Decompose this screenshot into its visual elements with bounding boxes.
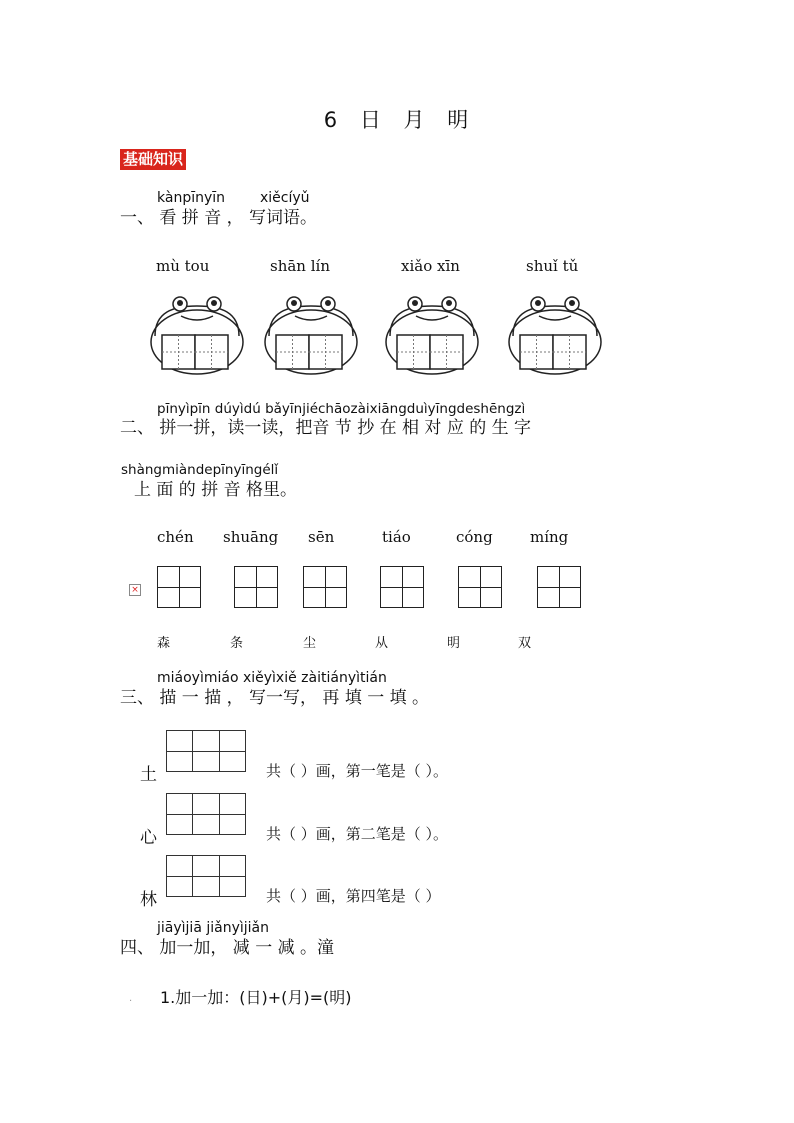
q3-row1-char: 土	[140, 765, 157, 785]
pinyin-grid-6[interactable]	[537, 566, 581, 608]
q2-char-1: 森	[157, 636, 171, 651]
pinyin-grid-5[interactable]	[458, 566, 502, 608]
q1-word-1-pinyin: mù tou	[156, 257, 210, 275]
q2-char-2: 条	[230, 636, 244, 651]
pinyin-grid-1[interactable]	[157, 566, 201, 608]
q1-pinyin-b: xiěcíyǔ	[260, 190, 310, 206]
q3-row3-char: 林	[140, 890, 157, 910]
bullet-dot: .	[129, 993, 133, 1004]
q1-instruction: 一、 看 拼 音 ， 写词语。	[120, 208, 318, 228]
pinyin-grid-2[interactable]	[234, 566, 278, 608]
frog-writing-box-3	[382, 292, 482, 376]
q1-word-4-pinyin: shuǐ tǔ	[526, 257, 579, 275]
pinyin-grid-4[interactable]	[380, 566, 424, 608]
frog-writing-box-4	[505, 292, 605, 376]
lesson-number: 6	[323, 108, 340, 132]
q2-syllable-1: chén	[157, 528, 194, 546]
q3-pinyin: miáoyìmiáo xiěyìxiě zàitiányìtián	[157, 670, 387, 686]
title-char-1: 日	[359, 108, 383, 132]
q2-char-5: 明	[447, 636, 461, 651]
q3-row1-grid[interactable]	[166, 730, 246, 772]
frog-writing-box-1	[147, 292, 247, 376]
q2-syllable-2: shuāng	[223, 528, 279, 546]
q2-pinyin-line2: shàngmiàndepīnyīngélǐ	[121, 462, 279, 478]
q2-pinyin-line1: pīnyìpīn dúyìdú bǎyīnjiéchāozàixiāngduìyīngdeshēngzì	[157, 401, 526, 417]
q4-sub1: 1.加一加：(日)+(月)=(明)	[160, 988, 352, 1007]
q3-row2-grid[interactable]	[166, 793, 246, 835]
q3-row3-grid[interactable]	[166, 855, 246, 897]
q2-instruction-line2: 上 面 的 拼 音 格里。	[134, 480, 298, 500]
broken-image-icon: ×	[129, 584, 141, 596]
q2-char-4: 从	[375, 636, 389, 651]
title-char-3: 明	[447, 108, 471, 132]
q2-char-6: 双	[518, 636, 532, 651]
q2-syllable-3: sēn	[308, 528, 335, 546]
q2-instruction-line1: 二、 拼一拼，读一读，把音 节 抄 在 相 对 应 的 生 字	[120, 418, 532, 438]
q4-instruction: 四、 加一加， 减 一 减 。潼	[120, 938, 335, 958]
q3-row2-text: 共（ ）画，第二笔是（ ）。	[266, 825, 449, 843]
pinyin-grid-3[interactable]	[303, 566, 347, 608]
q3-instruction: 三、 描 一 描 ， 写一写， 再 填 一 填 。	[120, 688, 430, 708]
q1-pinyin-a: kànpīnyīn	[157, 190, 226, 206]
q3-row1-text: 共（ ）画，第一笔是（ ）。	[266, 762, 449, 780]
section-badge: 基础知识	[120, 149, 186, 170]
page-title	[0, 104, 794, 134]
q2-syllable-4: tiáo	[382, 528, 411, 546]
q2-syllable-6: míng	[530, 528, 569, 546]
q1-word-2-pinyin: shān lín	[270, 257, 330, 275]
q2-syllable-5: cóng	[456, 528, 493, 546]
frog-writing-box-2	[261, 292, 361, 376]
q1-word-3-pinyin: xiǎo xīn	[401, 257, 460, 275]
q4-pinyin: jiāyìjiā jiǎnyìjiǎn	[157, 920, 269, 936]
q2-char-3: 尘	[303, 636, 317, 651]
title-char-2: 月	[403, 108, 427, 132]
q3-row3-text: 共（ ）画，第四笔是（ ）	[266, 887, 441, 905]
q3-row2-char: 心	[140, 828, 157, 848]
